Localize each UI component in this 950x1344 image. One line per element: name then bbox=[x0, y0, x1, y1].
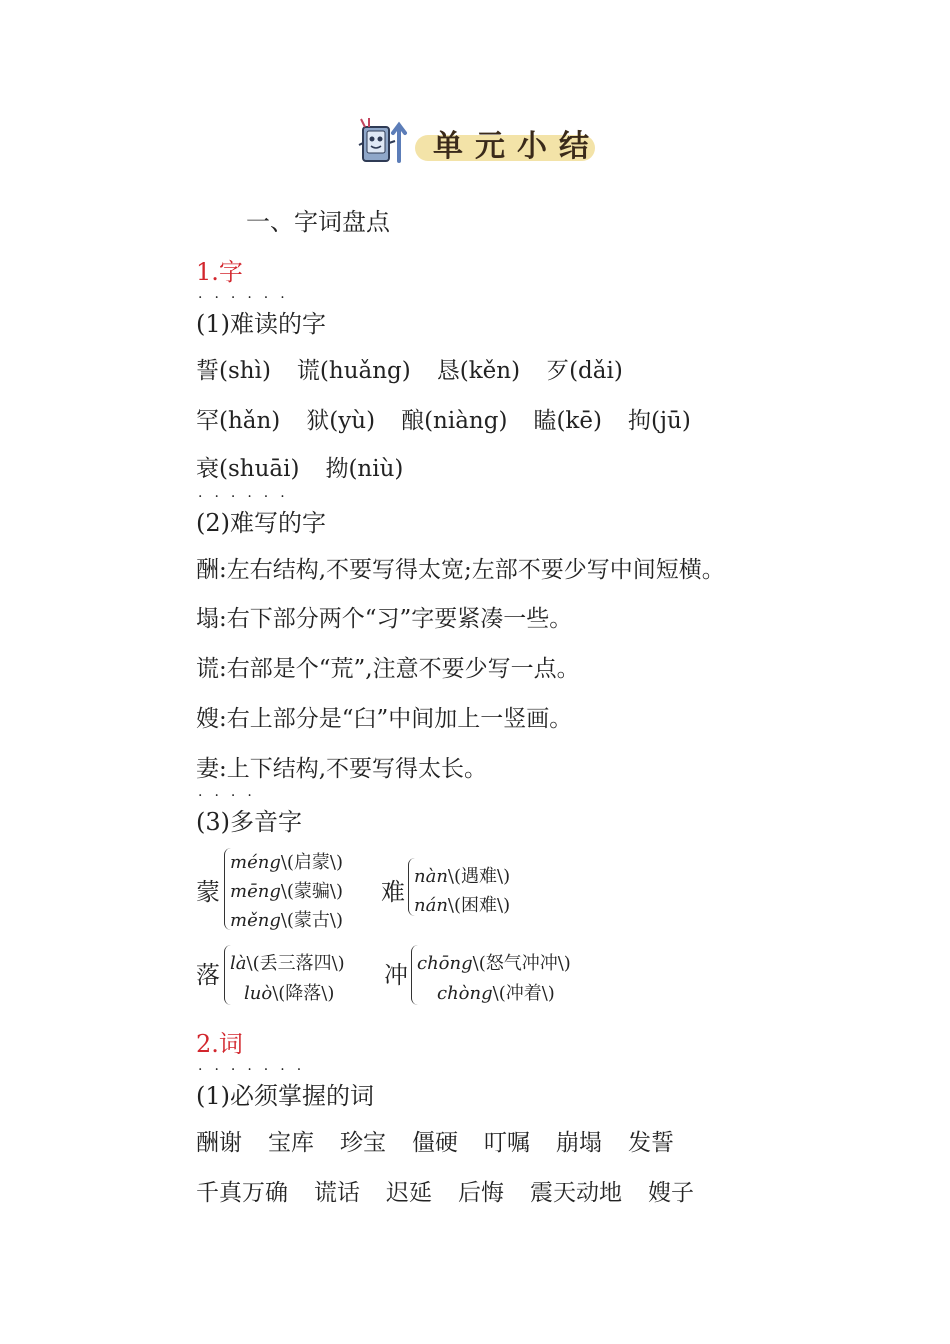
polyphone-reading: chōng\(怒气冲冲\) bbox=[417, 953, 571, 974]
word-item: 发誓 bbox=[628, 1130, 674, 1156]
word-item: 迟延 bbox=[386, 1180, 432, 1206]
hard-write-line: 谎:右部是个“荒”,注意不要少写一点。 bbox=[196, 656, 580, 682]
word-item: 崩塌 bbox=[556, 1130, 602, 1156]
hard-read-item: 歹(dǎi) bbox=[546, 358, 623, 384]
polyphone-reading: mēng\(蒙骗\) bbox=[230, 881, 344, 902]
section-heading: 一、字词盘点 bbox=[246, 208, 390, 236]
polyphone-char: 蒙 bbox=[196, 878, 220, 906]
word-item: 叮嘱 bbox=[484, 1130, 530, 1156]
polyphone-reading: nàn\(遇难\) bbox=[414, 866, 511, 887]
word-item: 谎话 bbox=[314, 1180, 360, 1206]
part-heading-characters: 1.字 bbox=[196, 258, 243, 286]
polyphone-reading: méng\(启蒙\) bbox=[230, 852, 344, 873]
hard-read-item: 狱(yù) bbox=[306, 408, 376, 434]
emphasis-dots: ···· bbox=[198, 788, 264, 804]
word-item: 嫂子 bbox=[648, 1180, 694, 1206]
hard-read-item: 衰(shuāi) bbox=[196, 456, 300, 482]
hard-read-item: 恳(kěn) bbox=[436, 358, 521, 384]
hard-read-item: 拘(jū) bbox=[627, 408, 691, 434]
hard-write-line: 酬:左右结构,不要写得太宽;左部不要少写中间短横。 bbox=[196, 557, 725, 583]
emphasis-dots: ······ bbox=[198, 489, 297, 505]
hard-read-item: 罕(hǎn) bbox=[196, 408, 281, 434]
part-heading-words: 2.词 bbox=[196, 1030, 243, 1058]
word-item: 千真万确 bbox=[196, 1180, 288, 1206]
polyphone-char: 难 bbox=[381, 878, 405, 906]
word-row bbox=[196, 1174, 720, 1207]
polyphone-char: 冲 bbox=[384, 961, 408, 989]
subheading-hard-to-write: (2)难写的字 bbox=[196, 509, 326, 537]
emphasis-dots: ······ bbox=[198, 290, 297, 306]
hard-read-item: 瞌(kē) bbox=[533, 408, 602, 434]
word-item: 僵硬 bbox=[412, 1130, 458, 1156]
polyphone-reading: luò\(降落\) bbox=[244, 983, 335, 1004]
subheading-hard-to-read: (1)难读的字 bbox=[196, 310, 326, 338]
hard-write-line: 塌:右下部分两个“习”字要紧凑一些。 bbox=[196, 606, 573, 632]
subheading-polyphones: (3)多音字 bbox=[196, 808, 302, 836]
word-item: 酬谢 bbox=[196, 1130, 242, 1156]
word-item: 珍宝 bbox=[340, 1130, 386, 1156]
unit-summary-title bbox=[355, 115, 600, 167]
hard-read-row bbox=[196, 402, 717, 435]
polyphone-reading: là\(丢三落四\) bbox=[230, 953, 345, 974]
subheading-must-master: (1)必须掌握的词 bbox=[196, 1082, 374, 1110]
emphasis-dots: ······· bbox=[198, 1062, 314, 1078]
polyphone-reading: chòng\(冲着\) bbox=[437, 983, 555, 1004]
page-title: 单元小结 bbox=[433, 129, 601, 164]
hard-write-line: 妻:上下结构,不要写得太长。 bbox=[196, 756, 488, 782]
polyphone-char: 落 bbox=[196, 961, 220, 989]
word-row bbox=[196, 1124, 700, 1157]
word-item: 宝库 bbox=[268, 1130, 314, 1156]
hard-read-row bbox=[196, 450, 429, 483]
word-item: 震天动地 bbox=[530, 1180, 622, 1206]
hard-read-item: 拗(niù) bbox=[325, 456, 404, 482]
book-mascot-icon bbox=[355, 115, 415, 167]
word-item: 后悔 bbox=[458, 1180, 504, 1206]
hard-write-line: 嫂:右上部分是“臼”中间加上一竖画。 bbox=[196, 706, 573, 732]
polyphone-reading: měng\(蒙古\) bbox=[230, 910, 344, 931]
hard-read-item: 酿(niàng) bbox=[401, 408, 508, 434]
polyphone-reading: nán\(困难\) bbox=[414, 895, 511, 916]
hard-read-item: 誓(shì) bbox=[196, 358, 271, 384]
hard-read-item: 谎(huǎng) bbox=[296, 358, 411, 384]
hard-read-row bbox=[196, 352, 649, 385]
